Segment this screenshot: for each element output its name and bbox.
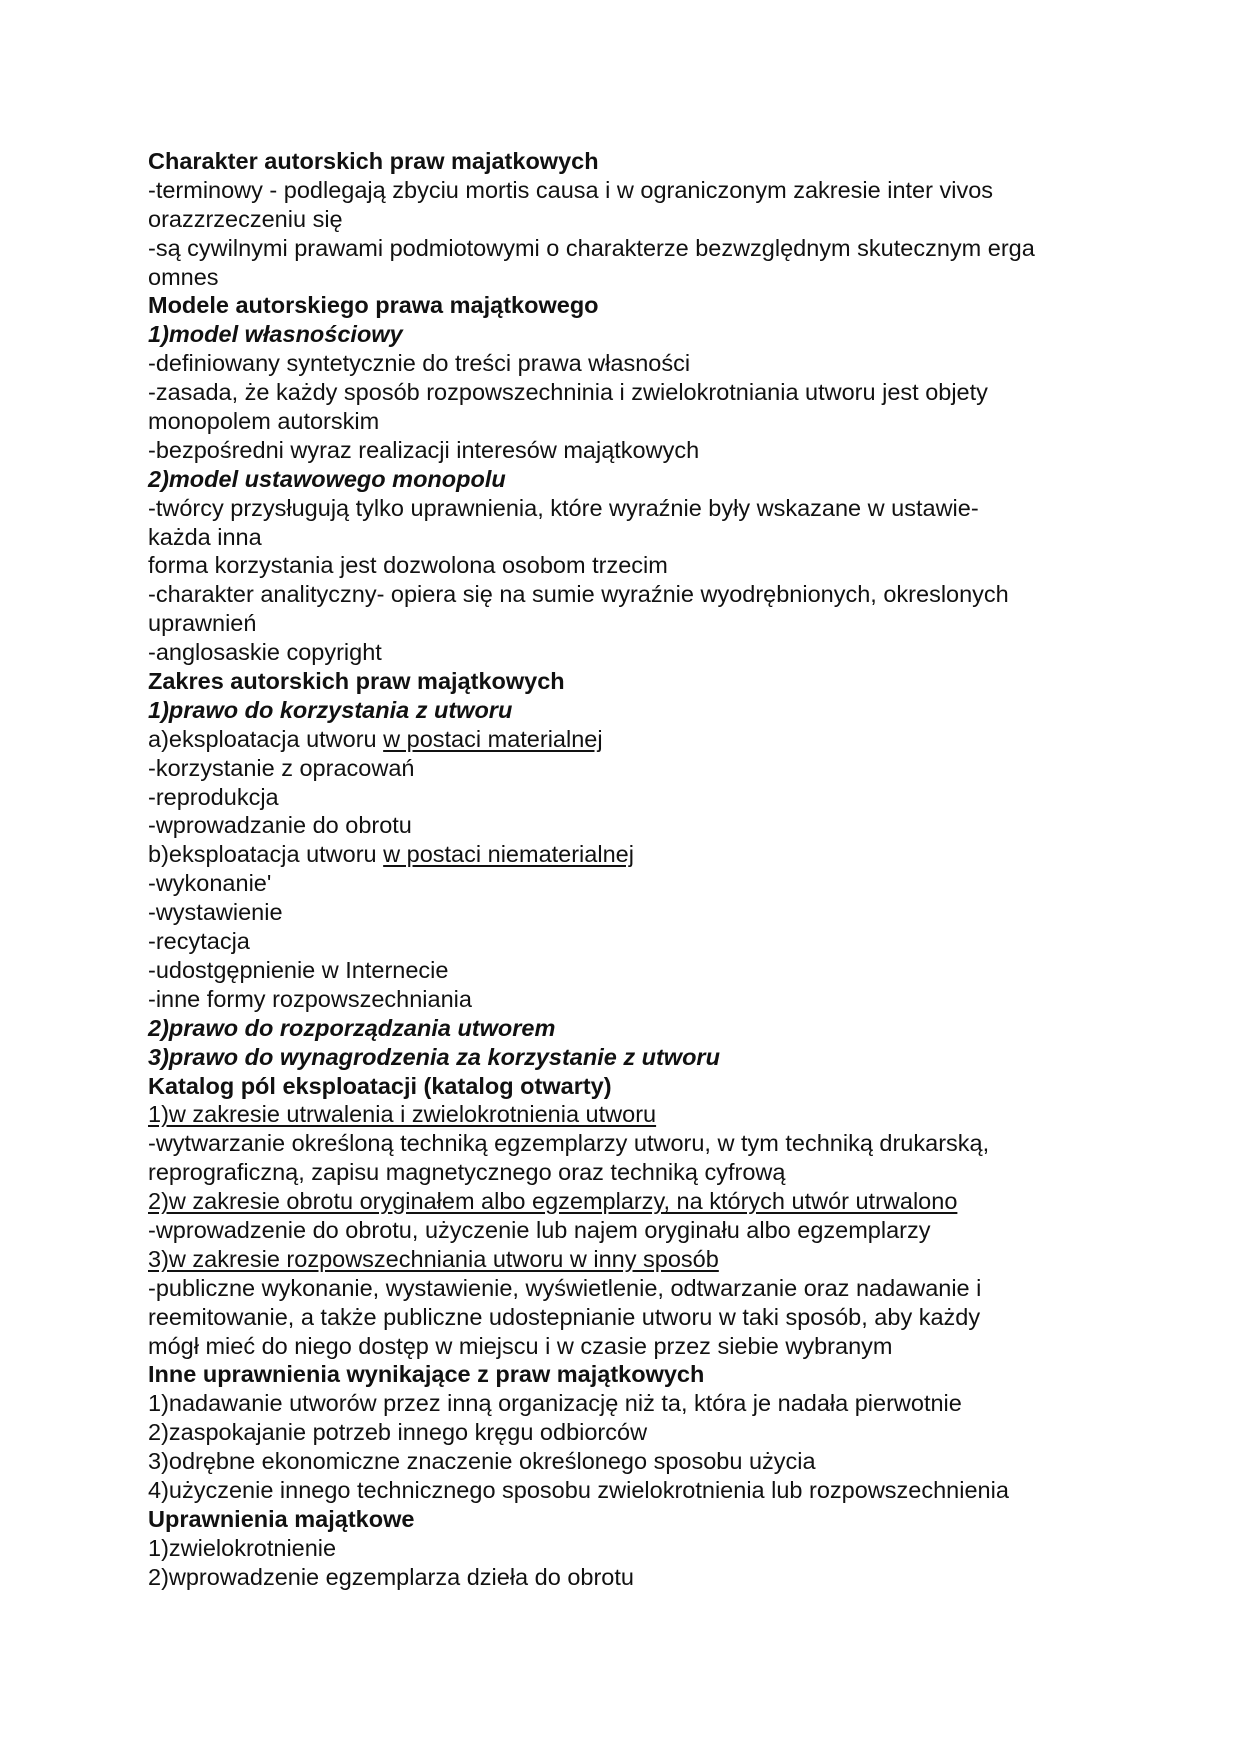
heading-zakres: Zakres autorskich praw majątkowych (148, 668, 565, 695)
text-line: orazzrzeczeniu się (148, 205, 343, 232)
heading-uprawnienia-majatkowe: Uprawnienia majątkowe (148, 1505, 415, 1532)
text-line-mixed (148, 840, 1108, 869)
heading-charakter: Charakter autorskich praw majatkowych (148, 148, 599, 174)
text-line: -recytacja (148, 928, 250, 955)
text-line: -inne formy rozpowszechniania (148, 985, 472, 1012)
heading-inne-uprawnienia: Inne uprawnienia wynikające z praw majątkowych (148, 1361, 705, 1388)
text-line: -charakter analityczny- opiera się na sumie wyraźnie wyodrębnionych, okreslonych (148, 581, 1009, 608)
text-line: mógł mieć do niego dostęp w miejscu i w czasie przez siebie wybranym (148, 1332, 893, 1359)
subheading-prawo-do-rozporzadzania: 2)prawo do rozporządzania utworem (148, 1014, 556, 1041)
text-line: 2)wprowadzenie egzemplarza dzieła do obrotu (148, 1563, 634, 1590)
subheading-prawo-do-korzystania: 1)prawo do korzystania z utworu (148, 696, 513, 723)
text-line: -korzystanie z opracowań (148, 754, 415, 781)
text-line: -wprowadzenie do obrotu, użyczenie lub najem oryginału albo egzemplarzy (148, 1216, 931, 1243)
text-line: -publiczne wykonanie, wystawienie, wyświetlenie, odtwarzanie oraz nadawanie i (148, 1274, 982, 1301)
text-line: -reprodukcja (148, 783, 279, 810)
heading-modele: Modele autorskiego prawa majątkowego (148, 292, 599, 319)
underlined-line: 2)w zakresie obrotu oryginałem albo egzemplarzy, na których utwór utrwalono (148, 1188, 958, 1215)
text-line: omnes (148, 263, 219, 290)
text-line: monopolem autorskim (148, 408, 380, 435)
text-line: 3)odrębne ekonomiczne znaczenie określonego sposobu użycia (148, 1448, 816, 1475)
text-segment: b)eksploatacja utworu (148, 841, 384, 868)
text-line: -udostgępnienie w Internecie (148, 956, 449, 983)
heading-katalog: Katalog pól eksploatacji (katalog otwarty) (148, 1072, 612, 1099)
subheading-model-wlasnosciowy: 1)model własnościowy (148, 321, 403, 348)
text-line: -wytwarzanie określoną techniką egzemplarzy utworu, w tym techniką drukarską, (148, 1130, 990, 1157)
text-line: 4)użyczenie innego technicznego sposobu zwielokrotnienia lub rozpowszechnienia (148, 1476, 1009, 1503)
text-segment: a)eksploatacja utworu (148, 725, 384, 752)
text-line: -twórcy przysługują tylko uprawnienia, które wyraźnie były wskazane w ustawie- (148, 494, 979, 521)
text-line: 1)zwielokrotnienie (148, 1534, 337, 1561)
text-line: -są cywilnymi prawami podmiotowymi o charakterze bezwzględnym skutecznym erga (148, 234, 1035, 261)
text-line: reemitowanie, a także publiczne udostepnianie utworu w taki sposób, aby każdy (148, 1303, 981, 1330)
underlined-segment: w postaci niematerialnej (383, 841, 634, 868)
text-line: -wystawienie (148, 899, 283, 926)
subheading-prawo-do-wynagrodzenia: 3)prawo do wynagrodzenia za korzystanie z utworu (148, 1043, 720, 1070)
underlined-segment: w postaci materialnej (383, 725, 603, 752)
text-line-mixed (148, 725, 1108, 754)
text-line: -bezpośredni wyraz realizacji interesów majątkowych (148, 436, 700, 463)
text-line: reprograficzną, zapisu magnetycznego oraz techniką cyfrową (148, 1159, 786, 1186)
underlined-line: 3)w zakresie rozpowszechniania utworu w inny sposób (148, 1245, 719, 1272)
underlined-line: 1)w zakresie utrwalenia i zwielokrotnienia utworu (148, 1101, 657, 1128)
text-line: uprawnień (148, 610, 257, 637)
text-line: -definiowany syntetycznie do treści prawa własności (148, 350, 691, 377)
text-line: każda inna (148, 523, 262, 550)
text-line: -zasada, że każdy sposób rozpowszechninia i zwielokrotniania utworu jest objety (148, 379, 988, 406)
text-line: -anglosaskie copyright (148, 639, 382, 666)
text-line: -wykonanie' (148, 870, 272, 897)
text-line: -wprowadzanie do obrotu (148, 812, 412, 839)
subheading-model-ustawowego-monopolu: 2)model ustawowego monopolu (148, 465, 506, 492)
document-body (148, 147, 1108, 1592)
text-line: -terminowy - podlegają zbyciu mortis causa i w ograniczonym zakresie inter vivos (148, 176, 994, 203)
text-line: 1)nadawanie utworów przez inną organizację niż ta, która je nadała pierwotnie (148, 1390, 962, 1417)
text-line: 2)zaspokajanie potrzeb innego kręgu odbiorców (148, 1419, 648, 1446)
text-line: forma korzystania jest dozwolona osobom trzecim (148, 552, 668, 579)
